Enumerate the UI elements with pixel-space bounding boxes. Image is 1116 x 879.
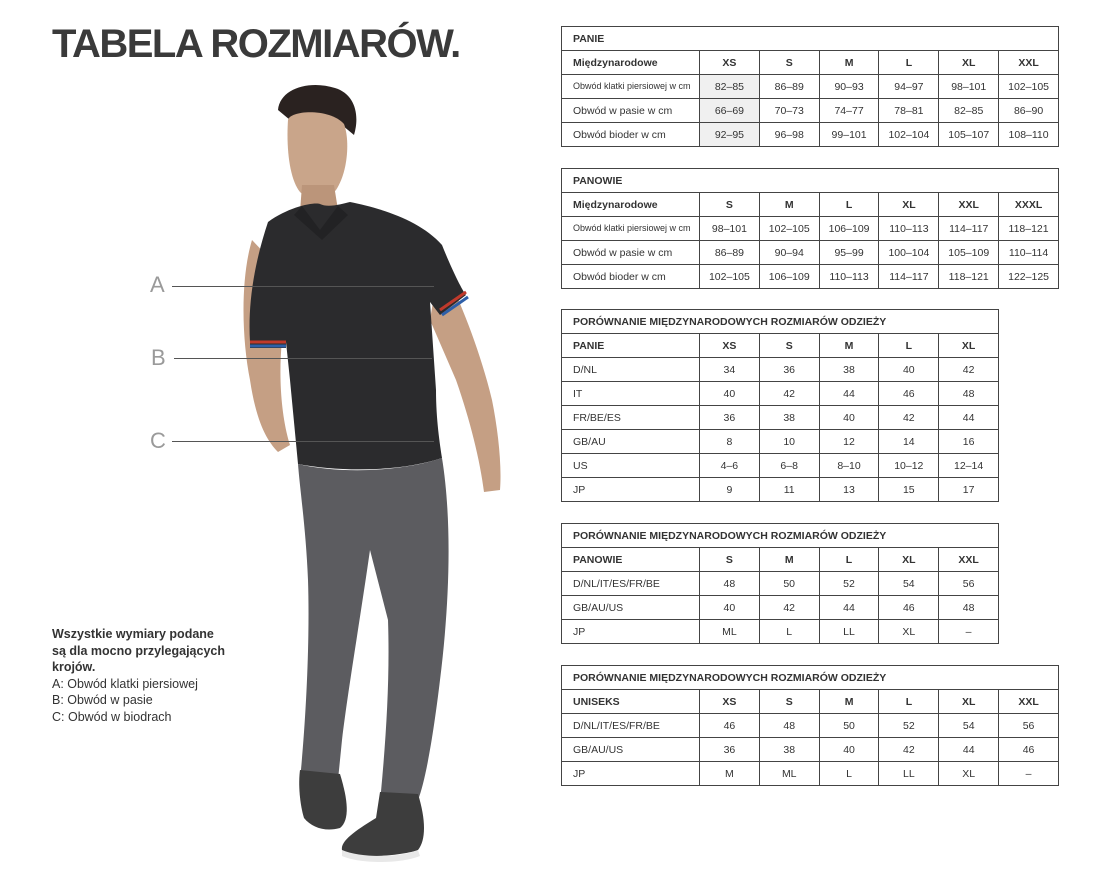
header-cell: L xyxy=(879,334,939,358)
table-cell: 52 xyxy=(879,714,939,738)
header-cell: S xyxy=(759,690,819,714)
comparison-table-panie xyxy=(561,309,999,502)
table-cell: 102–105 xyxy=(759,217,819,241)
note-hips: C: Obwód w biodrach xyxy=(52,709,172,724)
table-cell: 17 xyxy=(939,478,999,502)
table-cell: 86–90 xyxy=(999,99,1059,123)
row-label: Obwód w pasie w cm xyxy=(562,241,700,265)
header-cell: Międzynarodowe xyxy=(562,193,700,217)
table-cell: 48 xyxy=(759,714,819,738)
table-cell: 50 xyxy=(759,572,819,596)
table-cell: 102–105 xyxy=(999,75,1059,99)
header-cell: L xyxy=(879,690,939,714)
table-cell: 44 xyxy=(819,596,879,620)
table-cell: 108–110 xyxy=(999,123,1059,147)
table-cell: 6–8 xyxy=(759,454,819,478)
table-cell: 44 xyxy=(819,382,879,406)
notes-heading xyxy=(52,626,262,676)
table-row xyxy=(562,620,999,644)
header-cell: XS xyxy=(700,690,760,714)
note-waist: B: Obwód w pasie xyxy=(52,693,153,707)
table-cell: 82–85 xyxy=(939,99,999,123)
table-row xyxy=(562,430,999,454)
table-cell: 12 xyxy=(819,430,879,454)
table-cell: 9 xyxy=(700,478,760,502)
table-cell: 82–85 xyxy=(700,75,760,99)
table-cell: 8 xyxy=(700,430,760,454)
table-cell: M xyxy=(700,762,760,786)
table-cell: 42 xyxy=(879,738,939,762)
header-cell: S xyxy=(759,51,819,75)
header-cell: XL xyxy=(939,51,999,75)
table-cell: 102–105 xyxy=(700,265,760,289)
header-cell: L xyxy=(819,548,879,572)
measurement-notes xyxy=(52,626,262,725)
row-label: IT xyxy=(562,382,700,406)
table-cell: 98–101 xyxy=(700,217,760,241)
header-cell: PANOWIE xyxy=(562,548,700,572)
table-row xyxy=(562,123,1059,147)
table-row xyxy=(562,762,1059,786)
table-cell: 40 xyxy=(700,382,760,406)
table-cell: 48 xyxy=(939,596,999,620)
header-cell: XS xyxy=(700,51,760,75)
table-cell: 40 xyxy=(700,596,760,620)
table-cell: 94–97 xyxy=(879,75,939,99)
header-cell: UNISEKS xyxy=(562,690,700,714)
table-cell: 46 xyxy=(999,738,1059,762)
header-cell: PANIE xyxy=(562,334,700,358)
table-cell: 14 xyxy=(879,430,939,454)
table-cell: 90–93 xyxy=(819,75,879,99)
table-row xyxy=(562,382,999,406)
header-cell: S xyxy=(700,548,760,572)
header-cell: S xyxy=(700,193,760,217)
header-cell: Międzynarodowe xyxy=(562,51,700,75)
header-cell: M xyxy=(759,548,819,572)
size-table-panowie xyxy=(561,168,1059,289)
table-cell: 4–6 xyxy=(700,454,760,478)
table-cell: 102–104 xyxy=(879,123,939,147)
table-cell: 50 xyxy=(819,714,879,738)
table-cell: 106–109 xyxy=(819,217,879,241)
table-cell: 66–69 xyxy=(700,99,760,123)
table-cell: 110–113 xyxy=(819,265,879,289)
header-cell: XXL xyxy=(999,690,1059,714)
row-label: Obwód klatki piersiowej w cm xyxy=(562,217,700,241)
model-illustration xyxy=(230,80,530,870)
header-cell: XL xyxy=(879,548,939,572)
table-cell: 78–81 xyxy=(879,99,939,123)
table-cell: 46 xyxy=(879,596,939,620)
row-label: JP xyxy=(562,620,700,644)
table-cell: 36 xyxy=(700,738,760,762)
table-row xyxy=(562,99,1059,123)
header-cell: XXXL xyxy=(999,193,1059,217)
table-row xyxy=(562,714,1059,738)
row-label: GB/AU xyxy=(562,430,700,454)
table-cell: 42 xyxy=(879,406,939,430)
header-cell: M xyxy=(819,51,879,75)
table-row xyxy=(562,358,999,382)
table-cell: 106–109 xyxy=(759,265,819,289)
row-label: D/NL/IT/ES/FR/BE xyxy=(562,714,700,738)
table-cell: LL xyxy=(879,762,939,786)
row-label: US xyxy=(562,454,700,478)
row-label: FR/BE/ES xyxy=(562,406,700,430)
table-cell: 13 xyxy=(819,478,879,502)
table-cell: 56 xyxy=(999,714,1059,738)
marker-b-line xyxy=(174,358,432,359)
marker-a: A xyxy=(150,272,165,297)
table-cell: – xyxy=(999,762,1059,786)
header-cell: L xyxy=(879,51,939,75)
table-cell: 122–125 xyxy=(999,265,1059,289)
table-cell: 98–101 xyxy=(939,75,999,99)
table-cell: 40 xyxy=(879,358,939,382)
table-cell: 46 xyxy=(700,714,760,738)
header-cell: M xyxy=(759,193,819,217)
table-cell: 110–113 xyxy=(879,217,939,241)
header-cell: XXL xyxy=(999,51,1059,75)
row-label: JP xyxy=(562,478,700,502)
table-cell: 56 xyxy=(939,572,999,596)
table-cell: 12–14 xyxy=(939,454,999,478)
table-cell: 105–107 xyxy=(939,123,999,147)
table-cell: 92–95 xyxy=(700,123,760,147)
table-cell: 105–109 xyxy=(939,241,999,265)
notes-heading-line: krojów. xyxy=(52,660,96,674)
table-cell: 70–73 xyxy=(759,99,819,123)
table-cell: 86–89 xyxy=(700,241,760,265)
table-cell: 36 xyxy=(700,406,760,430)
marker-c-line xyxy=(172,441,434,442)
table-cell: 40 xyxy=(819,738,879,762)
table-cell: ML xyxy=(700,620,760,644)
notes-heading-line: są dla mocno przylegających xyxy=(52,643,225,658)
table-cell: 86–89 xyxy=(759,75,819,99)
table-cell: L xyxy=(819,762,879,786)
header-cell: M xyxy=(819,334,879,358)
header-cell: M xyxy=(819,690,879,714)
comparison-table-uniseks xyxy=(561,665,1059,786)
table-caption: PORÓWNANIE MIĘDZYNARODOWYCH ROZMIARÓW ODZIEŻY xyxy=(562,524,999,548)
table-cell: 74–77 xyxy=(819,99,879,123)
row-label: Obwód w pasie w cm xyxy=(562,99,700,123)
table-cell: 11 xyxy=(759,478,819,502)
row-label: Obwód bioder w cm xyxy=(562,123,700,147)
header-cell: XXL xyxy=(939,193,999,217)
marker-a-line xyxy=(172,286,434,287)
header-cell: XL xyxy=(939,690,999,714)
table-cell: 42 xyxy=(939,358,999,382)
table-cell: 42 xyxy=(759,596,819,620)
table-row xyxy=(562,572,999,596)
table-cell: 48 xyxy=(700,572,760,596)
table-row xyxy=(562,596,999,620)
row-label: Obwód klatki piersiowej w cm xyxy=(562,75,700,99)
row-label: D/NL xyxy=(562,358,700,382)
table-cell: 42 xyxy=(759,382,819,406)
table-caption: PANIE xyxy=(562,27,1059,51)
page-title: TABELA ROZMIARÓW. xyxy=(52,22,460,66)
table-cell: 40 xyxy=(819,406,879,430)
table-cell: 8–10 xyxy=(819,454,879,478)
header-cell: XS xyxy=(700,334,760,358)
table-cell: 95–99 xyxy=(819,241,879,265)
table-cell: 99–101 xyxy=(819,123,879,147)
table-cell: 38 xyxy=(759,406,819,430)
table-cell: 44 xyxy=(939,738,999,762)
table-row xyxy=(562,454,999,478)
table-cell: 118–121 xyxy=(939,265,999,289)
table-cell: XL xyxy=(939,762,999,786)
header-cell: XXL xyxy=(939,548,999,572)
table-cell: – xyxy=(939,620,999,644)
header-cell: XL xyxy=(879,193,939,217)
row-label: D/NL/IT/ES/FR/BE xyxy=(562,572,700,596)
row-label: GB/AU/US xyxy=(562,738,700,762)
table-caption: PORÓWNANIE MIĘDZYNARODOWYCH ROZMIARÓW ODZIEŻY xyxy=(562,666,1059,690)
table-row xyxy=(562,217,1059,241)
note-chest: A: Obwód klatki piersiowej xyxy=(52,676,198,691)
table-cell: 52 xyxy=(819,572,879,596)
row-label: Obwód bioder w cm xyxy=(562,265,700,289)
table-cell: 90–94 xyxy=(759,241,819,265)
header-cell: L xyxy=(819,193,879,217)
table-cell: 38 xyxy=(819,358,879,382)
table-cell: 16 xyxy=(939,430,999,454)
marker-c: C xyxy=(150,428,166,453)
table-cell: 36 xyxy=(759,358,819,382)
table-cell: 118–121 xyxy=(999,217,1059,241)
table-caption: PORÓWNANIE MIĘDZYNARODOWYCH ROZMIARÓW ODZIEŻY xyxy=(562,310,999,334)
size-table-panie xyxy=(561,26,1059,147)
table-cell: 110–114 xyxy=(999,241,1059,265)
notes-heading-line: Wszystkie wymiary podane xyxy=(52,627,214,641)
row-label: JP xyxy=(562,762,700,786)
table-row xyxy=(562,241,1059,265)
header-cell: XL xyxy=(939,334,999,358)
table-cell: L xyxy=(759,620,819,644)
marker-b: B xyxy=(151,345,166,370)
table-cell: 15 xyxy=(879,478,939,502)
row-label: GB/AU/US xyxy=(562,596,700,620)
table-cell: XL xyxy=(879,620,939,644)
table-cell: 114–117 xyxy=(879,265,939,289)
table-cell: ML xyxy=(759,762,819,786)
table-cell: 54 xyxy=(939,714,999,738)
table-cell: 38 xyxy=(759,738,819,762)
table-caption: PANOWIE xyxy=(562,169,1059,193)
table-cell: 96–98 xyxy=(759,123,819,147)
table-row xyxy=(562,478,999,502)
table-cell: LL xyxy=(819,620,879,644)
table-cell: 44 xyxy=(939,406,999,430)
table-cell: 54 xyxy=(879,572,939,596)
table-cell: 114–117 xyxy=(939,217,999,241)
table-row xyxy=(562,265,1059,289)
table-cell: 10 xyxy=(759,430,819,454)
table-row xyxy=(562,406,999,430)
table-cell: 10–12 xyxy=(879,454,939,478)
table-cell: 48 xyxy=(939,382,999,406)
table-cell: 46 xyxy=(879,382,939,406)
table-row xyxy=(562,75,1059,99)
header-cell: S xyxy=(759,334,819,358)
table-cell: 34 xyxy=(700,358,760,382)
comparison-table-panowie xyxy=(561,523,999,644)
table-cell: 100–104 xyxy=(879,241,939,265)
table-row xyxy=(562,738,1059,762)
